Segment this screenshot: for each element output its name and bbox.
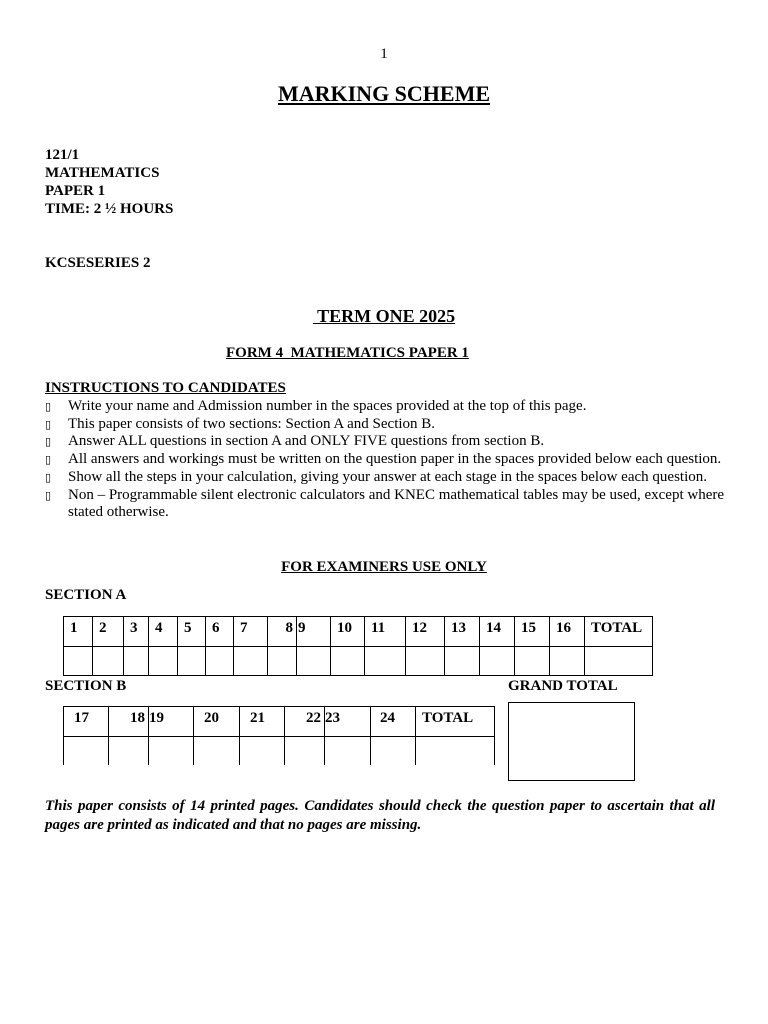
score-cell[interactable]	[331, 647, 365, 676]
question-header-cell: 15	[515, 617, 550, 647]
bullet-icon: ▯	[45, 417, 52, 431]
instruction-text: Write your name and Admission number in the spaces provided at the top of this page.	[68, 398, 587, 414]
instruction-item	[45, 487, 725, 522]
score-cell[interactable]	[206, 647, 234, 676]
section-a-score-table	[63, 616, 653, 676]
question-header-cell: 24	[371, 707, 416, 737]
score-cell[interactable]	[64, 647, 93, 676]
instruction-item	[45, 416, 725, 434]
instruction-item	[45, 451, 725, 469]
question-header-cell: 18	[109, 707, 149, 737]
score-cell[interactable]	[515, 647, 550, 676]
instruction-text: Non – Programmable silent electronic calculators and KNEC mathematical tables may be used, except where stated otherwise.	[68, 486, 725, 521]
score-cell[interactable]	[240, 737, 285, 766]
score-cell[interactable]	[297, 647, 331, 676]
score-cell[interactable]	[268, 647, 297, 676]
examiners-heading: FOR EXAMINERS USE ONLY	[281, 559, 487, 575]
score-cell[interactable]	[371, 737, 416, 766]
question-header-cell: 22	[285, 707, 325, 737]
footer-note: This paper consists of 14 printed pages. Candidates should check the question paper to ascertain that all pages are printed as indicated and that no pages are missing.	[45, 798, 715, 833]
grand-total-label: GRAND TOTAL	[508, 678, 618, 694]
question-header-cell: 21	[240, 707, 285, 737]
score-cell[interactable]	[234, 647, 268, 676]
section-a-header-row	[64, 617, 653, 647]
bullet-icon: ▯	[45, 400, 52, 413]
score-cell[interactable]	[325, 737, 371, 766]
instruction-text: This paper consists of two sections: Section A and Section B.	[68, 415, 436, 432]
instruction-item	[45, 469, 725, 487]
instructions-heading: INSTRUCTIONS TO CANDIDATES	[45, 380, 286, 396]
instruction-text: All answers and workings must be written on the question paper in the spaces provided below each question.	[68, 451, 722, 468]
score-cell[interactable]	[194, 737, 240, 766]
bullet-icon: ▯	[45, 453, 52, 467]
paper-code: 121/1	[45, 147, 80, 163]
section-b-header-row	[64, 707, 495, 737]
question-header-cell: 2	[93, 617, 124, 647]
bullet-icon: ▯	[45, 435, 52, 449]
total-header-cell: TOTAL	[585, 617, 653, 647]
question-header-cell: 14	[480, 617, 515, 647]
section-b-label: SECTION B	[45, 678, 127, 694]
score-cell[interactable]	[109, 737, 149, 766]
score-cell[interactable]	[406, 647, 445, 676]
question-header-cell: 1	[64, 617, 93, 647]
page-title: MARKING SCHEME	[277, 81, 491, 106]
score-cell[interactable]	[93, 647, 124, 676]
question-header-cell: 16	[550, 617, 585, 647]
question-header-cell: 17	[64, 707, 109, 737]
question-header-cell: 6	[206, 617, 234, 647]
question-header-cell: 8	[268, 617, 297, 647]
total-score-cell[interactable]	[416, 737, 495, 766]
term-heading-text: TERM ONE 2025	[312, 306, 456, 326]
score-cell[interactable]	[365, 647, 406, 676]
bullet-icon: ▯	[45, 488, 52, 502]
question-header-cell: 7	[234, 617, 268, 647]
question-header-cell: 23	[325, 707, 371, 737]
form-subtitle: FORM 4 MATHEMATICS PAPER 1	[226, 345, 469, 361]
instructions-list	[45, 398, 725, 522]
paper-number: PAPER 1	[45, 183, 106, 199]
score-cell[interactable]	[149, 647, 178, 676]
grand-total-box[interactable]	[508, 702, 635, 781]
score-cell[interactable]	[178, 647, 206, 676]
score-cell[interactable]	[550, 647, 585, 676]
total-score-cell[interactable]	[585, 647, 653, 676]
score-cell[interactable]	[149, 737, 194, 766]
score-cell[interactable]	[124, 647, 149, 676]
instruction-text: Show all the steps in your calculation, giving your answer at each stage in the spaces below each question.	[68, 468, 707, 485]
question-header-cell: 3	[124, 617, 149, 647]
question-header-cell: 4	[149, 617, 178, 647]
instruction-text: Answer ALL questions in section A and ONLY FIVE questions from section B.	[68, 433, 545, 450]
total-header-cell: TOTAL	[416, 707, 495, 737]
section-a-label: SECTION A	[45, 587, 127, 603]
question-header-cell: 19	[149, 707, 194, 737]
question-header-cell: 10	[331, 617, 365, 647]
subject-name: MATHEMATICS	[45, 165, 160, 181]
score-cell[interactable]	[64, 737, 109, 766]
question-header-cell: 5	[178, 617, 206, 647]
question-header-cell: 20	[194, 707, 240, 737]
question-header-cell: 11	[365, 617, 406, 647]
exam-duration: TIME: 2 ½ HOURS	[45, 201, 174, 217]
section-a-score-row	[64, 647, 653, 676]
exam-series: KCSESERIES 2	[45, 255, 151, 271]
question-header-cell: 12	[406, 617, 445, 647]
instruction-item	[45, 433, 725, 451]
score-cell[interactable]	[445, 647, 480, 676]
score-cell[interactable]	[480, 647, 515, 676]
question-header-cell: 13	[445, 617, 480, 647]
term-heading	[0, 306, 768, 327]
page-number: 1	[380, 46, 388, 62]
question-header-cell: 9	[297, 617, 331, 647]
bullet-icon: ▯	[45, 470, 52, 484]
instruction-item	[45, 398, 725, 416]
section-b-score-table	[63, 706, 495, 765]
section-b-score-row	[64, 737, 495, 766]
score-cell[interactable]	[285, 737, 325, 766]
